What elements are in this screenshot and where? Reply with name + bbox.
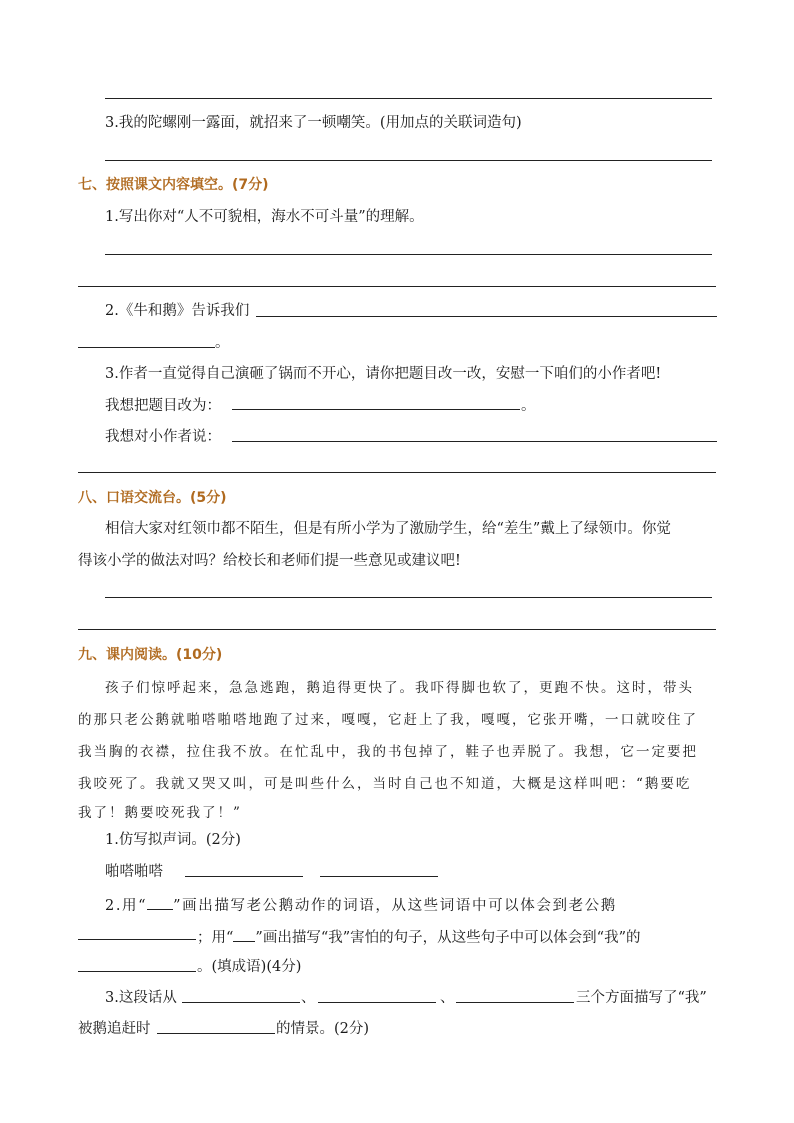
passage-line: 的那只老公鹅就啪嗒啪嗒地跑了过来，嘎嘎，它赶上了我，嘎嘎，它张开嘴，一口就咬住了 <box>78 712 698 728</box>
section-9-heading: 九、课内阅读。(10分) <box>78 647 223 663</box>
answer-line <box>182 1002 300 1003</box>
answer-line <box>320 876 438 877</box>
q9-sub1-example: 啪嗒啪嗒 <box>105 864 163 880</box>
say-label: 我想对小作者说： <box>105 429 221 445</box>
q7-item3: 3.作者一直觉得自己演砸了锅而不开心，请你把题目改一改，安慰一下咱们的小作者吧! <box>105 366 662 382</box>
section-7-heading: 七、按照课文内容填空。(7分) <box>78 177 269 193</box>
answer-line <box>456 1002 574 1003</box>
q7-item2-prefix: 2.《牛和鹅》告诉我们 <box>105 303 250 319</box>
q9-sub3-b: 三个方面描写了“我” <box>576 990 707 1006</box>
answer-line <box>105 98 712 99</box>
passage-line: 我了！鹅要咬死我了！” <box>78 805 242 821</box>
q9-sub3-c: 被鹅追赶时 <box>78 1021 151 1037</box>
q7-item2-end: 。 <box>215 335 230 351</box>
answer-line <box>256 316 717 317</box>
answer-line <box>78 939 196 940</box>
answer-line <box>78 286 716 287</box>
answer-line <box>232 409 520 410</box>
q9-sub2-line1 <box>105 893 617 916</box>
answer-line <box>105 254 712 255</box>
title-change-end: 。 <box>521 398 536 414</box>
answer-line <box>157 1033 275 1034</box>
q9-sub2-end: 。(填成语)(4分) <box>197 959 302 975</box>
answer-line <box>78 629 716 630</box>
q8-text-line2: 得该小学的做法对吗？给校长和老师们提一些意见或建议吧! <box>78 553 461 569</box>
passage-line: 我咬死了。我就又哭又叫，可是叫些什么，当时自己也不知道，大概是这样叫吧：“鹅要吃 <box>78 776 692 792</box>
passage-line: 孩子们惊呼起来，急急逃跑，鹅追得更快了。我吓得脚也软了，更跑不快。这时，带头 <box>105 680 694 696</box>
underline-marker <box>233 925 255 942</box>
q9-sub2-text: ”画出描写老公鹅动作的词语，从这些词语中可以体会到老公鹅 <box>173 898 617 914</box>
q9-sub2-text: ；用“ <box>197 930 234 946</box>
q9-sub2-line2 <box>197 925 640 948</box>
q9-sub3-sep: 、 <box>301 990 316 1006</box>
answer-line <box>185 876 303 877</box>
q7-item1: 1.写出你对“人不可貌相，海水不可斗量”的理解。 <box>105 209 424 225</box>
q9-sub2-text: ”画出描写“我”害怕的句子，从这些句子中可以体会到“我”的 <box>255 930 641 946</box>
q8-text-line1: 相信大家对红领巾都不陌生，但是有所小学为了激励学生，给“差生”戴上了绿领巾。你觉 <box>105 521 671 537</box>
section-8-heading: 八、口语交流台。(5分) <box>78 490 227 506</box>
answer-line <box>105 597 712 598</box>
answer-line <box>78 971 196 972</box>
title-change-label: 我想把题目改为： <box>105 398 221 414</box>
q9-sub3-d: 的情景。(2分) <box>276 1021 370 1037</box>
underline-marker <box>147 893 173 910</box>
answer-line <box>78 347 215 348</box>
q9-sub3-sep: 、 <box>440 990 455 1006</box>
q9-sub3-a: 3.这段话从 <box>105 990 177 1006</box>
answer-line <box>232 441 717 442</box>
answer-line <box>78 472 716 473</box>
q9-sub1: 1.仿写拟声词。(2分) <box>105 832 241 848</box>
passage-line: 我当胸的衣襟，拉住我不放。在忙乱中，我的书包掉了，鞋子也弄脱了。我想，它一定要把 <box>78 744 698 760</box>
q9-sub2-text: 2.用“ <box>105 898 148 914</box>
q6-item3: 3.我的陀螺刚一露面，就招来了一顿嘲笑。(用加点的关联词造句) <box>105 115 522 131</box>
answer-line <box>318 1002 436 1003</box>
answer-line <box>105 160 712 161</box>
